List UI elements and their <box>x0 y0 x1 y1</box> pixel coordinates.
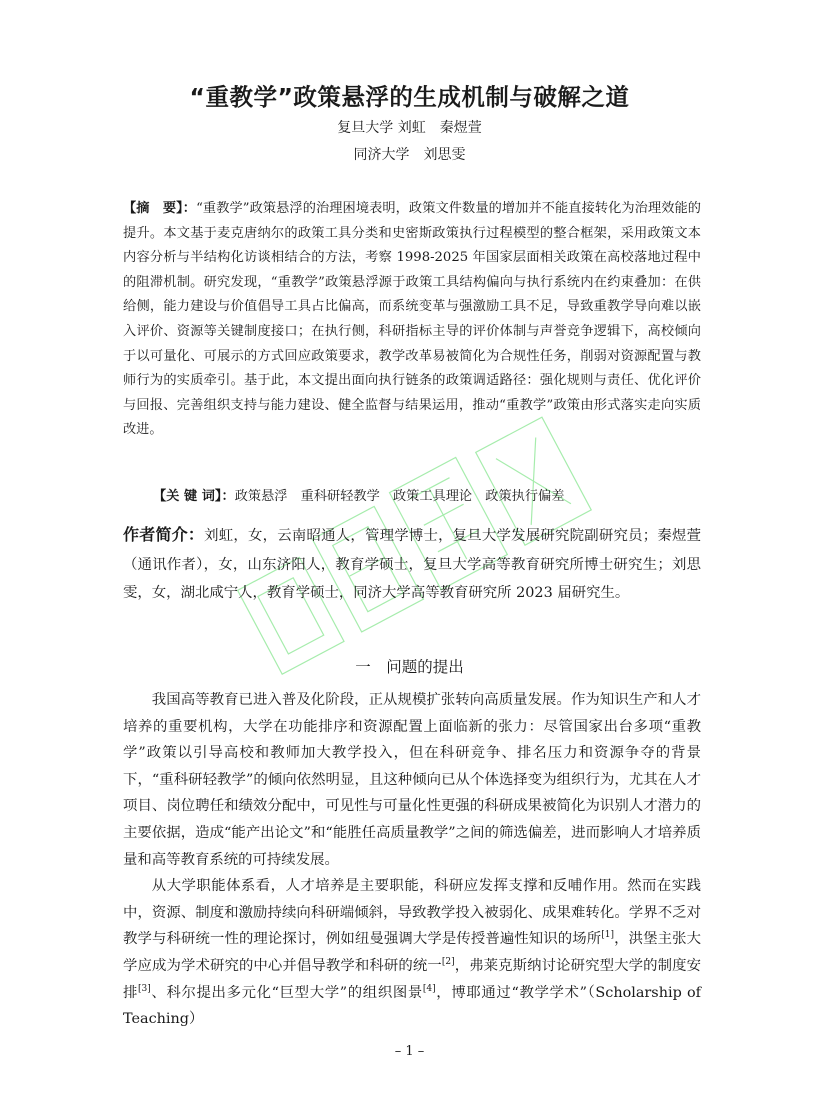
paragraph-2-text-c: ，弗莱克斯纳讨论研究型大学的制度安排 <box>123 957 701 1001</box>
keywords <box>153 485 713 504</box>
keywords-label: 【关 键 词】： <box>153 489 235 504</box>
bio-label: 作者简介： <box>123 525 205 544</box>
paragraph-1: 我国高等教育已进入普及化阶段，正从规模扩张转向高质量发展。作为知识生产和人才培养的重要机构，大学在功能排序和资源配置上面临新的张力：尽管国家出台多项“重教学”政策以引导高校和教师加大教学投入，但在科研竞争、排名压力和资源争夺的背景下，“重科研轻教学”的倾向依然明显，且这种倾向已从个体选择变为组织行为，尤其在人才项目、岗位聘任和绩效分配中，可见性与可量化性更强的科研成果被简化为识别人才潜力的主要依据，造成“能产出论文”和“能胜任高质量教学”之间的筛选偏差，进而影响人才培养质量和高等教育系统的可持续发展。 <box>123 692 701 868</box>
paragraph-2-text-e: ，博耶通过“教学学术”（Scholarship of Teaching） <box>123 984 701 1028</box>
author-bio <box>123 521 701 608</box>
citation-2[interactable]: [2] <box>441 957 455 968</box>
citation-3[interactable]: [3] <box>138 983 151 994</box>
section-heading: 一 问题的提出 <box>355 658 464 676</box>
abstract <box>123 197 701 443</box>
keywords-text: 政策悬浮 重科研轻教学 政策工具理论 政策执行偏差 <box>234 489 565 504</box>
paragraph-2-text-d: 、科尔提出多元化“巨型大学”的组织图景 <box>150 984 423 1001</box>
citation-1[interactable]: [1] <box>601 930 615 941</box>
paragraph-2 <box>123 873 701 1033</box>
abstract-label: 【摘 要】： <box>123 201 197 216</box>
author-affiliation-2: 同济大学 刘思雯 <box>353 147 466 163</box>
page-number: – 1 – <box>394 1044 425 1059</box>
page-title: “重教学”政策悬浮的生成机制与破解之道 <box>189 83 630 111</box>
author-affiliation-1: 复旦大学 刘虹 秦煜萱 <box>337 120 482 136</box>
paragraph-2-text-a: 从大学职能体系看，人才培养是主要职能，科研应发挥支撑和反哺作用。然而在实践中，资源、制度和激励持续向科研端倾斜，导致教学投入被弱化、成果难转化。学界不乏对教学与科研统一性的理论探讨，例如纽曼强调大学是传授普遍性知识的场所 <box>123 878 701 948</box>
body-text <box>123 687 701 1033</box>
paragraph-2-text-b: ，洪堡主张大学应成为学术研究的中心并倡导教学和科研的统一 <box>123 931 701 974</box>
citation-4[interactable]: [4] <box>422 983 436 994</box>
abstract-text: “重教学”政策悬浮的治理困境表明，政策文件数量的增加并不能直接转化为治理效能的提升。本文基于麦克唐纳尔的政策工具分类和史密斯政策执行过程模型的整合框架，采用政策文本内容分析与半结构化访谈相结合的方法，考察 1998-2025 年国家层面相关政策在高校落地过程中的阻滞机制。研究发现，“重教学”政策悬浮源于政策工具结构偏向与执行系统内在约束叠加：在供给侧，能力建设与价值倡导工具占比偏高，而系统变革与强激励工具不足，导致重教学导向难以嵌入评价、资源等关键制度接口；在执行侧，科研指标主导的评价体制与声誉竞争逻辑下，高校倾向于以可量化、可展示的方式回应政策要求，教学改革易被简化为合规性任务，削弱对资源配置与教师行为的实质牵引。基于此，本文提出面向执行链条的政策调适路径：强化规则与责任、优化评价与回报、完善组织支持与能力建设、健全监督与结果运用，推动“重教学”政策由形式落实走向实质改进。 <box>123 201 701 438</box>
bio-text: 刘虹，女，云南昭通人，管理学博士，复旦大学发展研究院副研究员；秦煜萱（通讯作者），女，山东济阳人，教育学硕士，复旦大学高等教育研究所博士研究生；刘思雯，女，湖北咸宁人，教育学硕士，同济大学高等教育研究所 2023 届研究生。 <box>123 528 701 601</box>
